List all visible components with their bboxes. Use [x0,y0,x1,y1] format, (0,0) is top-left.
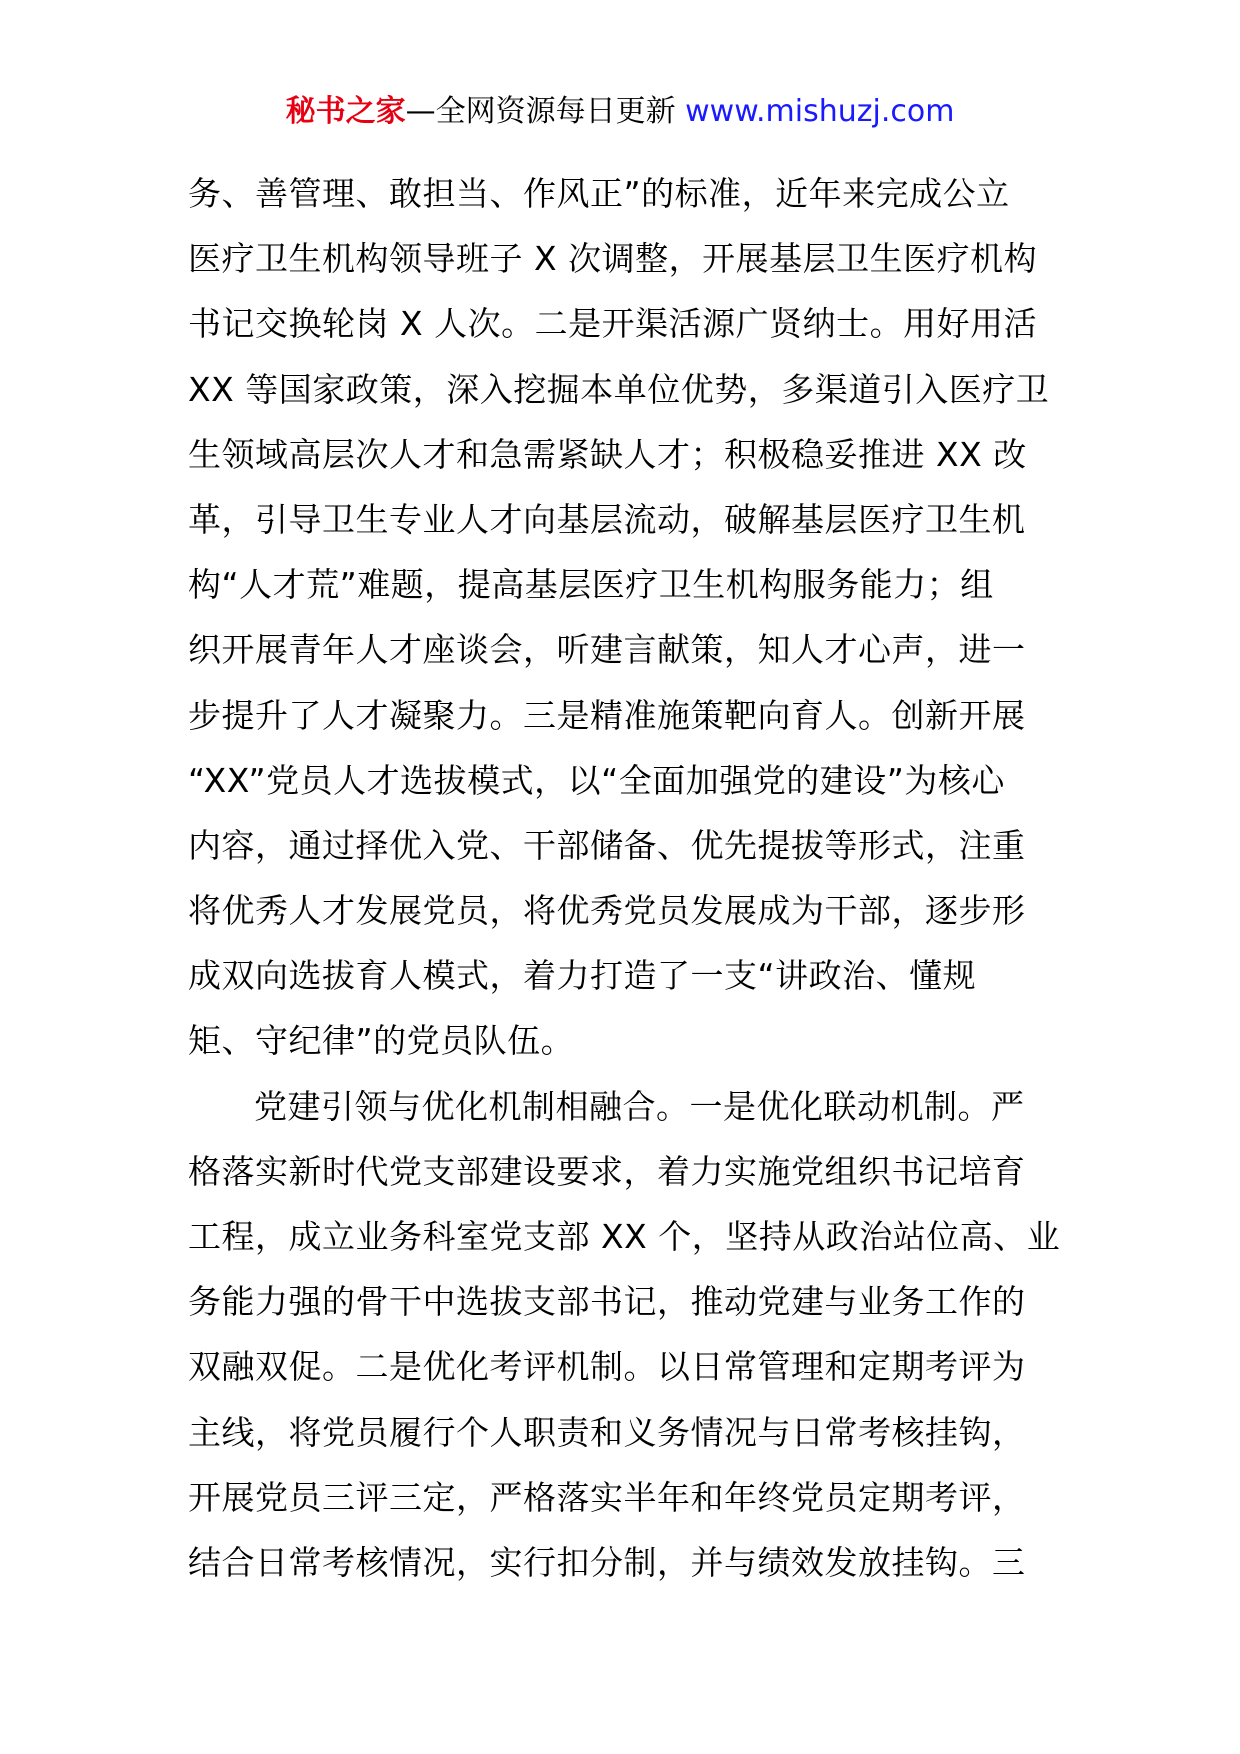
header-tagline: —全网资源每日更新 [405,94,686,129]
text-line: 工程，成立业务科室党支部 XX 个，坚持从政治站位高、业 [188,1217,1061,1256]
text-line: 将优秀人才发展党员，将优秀党员发展成为干部，逐步形 [188,891,1026,931]
header-brand: 秘书之家 [285,94,406,129]
document-body [188,161,1061,1595]
text-line: 双融双促。二是优化考评机制。以日常管理和定期考评为 [188,1347,1026,1387]
text-line: 务、善管理、敢担当、作风正”的标准，近年来完成公立 [188,174,1010,213]
text-line: 主线，将党员履行个人职责和义务情况与日常考核挂钩， [188,1412,1026,1452]
text-line: 织开展青年人才座谈会，听建言献策，知人才心声，进一 [188,630,1026,670]
text-line: 步提升了人才凝聚力。三是精准施策靶向育人。创新开展 [188,695,1026,735]
text-line: 书记交换轮岗 X 人次。二是开渠活源广贤纳士。用好用活 [188,304,1038,344]
text-line: XX 等国家政策，深入挖掘本单位优势，多渠道引入医疗卫 [188,369,1050,409]
text-line: 务能力强的骨干中选拔支部书记，推动党建与业务工作的 [188,1282,1026,1322]
text-line: 革，引导卫生专业人才向基层流动，破解基层医疗卫生机 [188,499,1026,539]
text-line: 开展党员三评三定，严格落实半年和年终党员定期考评， [188,1477,1026,1517]
text-line: 成双向选拔育人模式，着力打造了一支“讲政治、懂规 [188,956,977,996]
text-line: 内容，通过择优入党、干部储备、优先提拔等形式，注重 [188,825,1026,865]
paragraph-1 [188,161,1054,1074]
text-line: “XX”党员人才选拔模式，以“全面加强党的建设”为核心 [188,760,1005,800]
text-line: 党建引领与优化机制相融合。一是优化联动机制。严 [254,1086,1025,1126]
text-line: 医疗卫生机构领导班子 X 次调整，开展基层卫生医疗机构 [188,239,1038,279]
text-line: 格落实新时代党支部建设要求，着力实施党组织书记培育 [188,1151,1026,1191]
text-line: 结合日常考核情况，实行扣分制，并与绩效发放挂钩。三 [188,1542,1026,1582]
text-line: 矩、守纪律”的党员队伍。 [188,1021,575,1061]
site-header [0,92,1240,132]
header-url-link[interactable]: www.mishuzj.com [685,94,955,129]
text-line: 生领域高层次人才和急需紧缺人才；积极稳妥推进 XX 改 [188,434,1027,474]
text-line: 构“人才荒”难题，提高基层医疗卫生机构服务能力；组 [188,565,994,605]
paragraph-2 [188,1074,1061,1596]
